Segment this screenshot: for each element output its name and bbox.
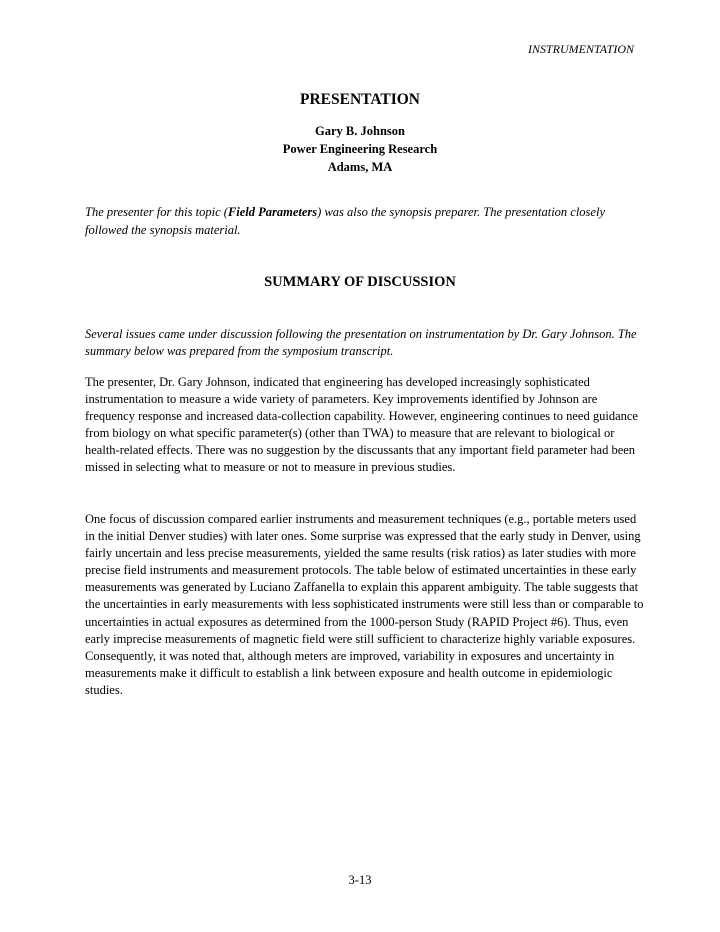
author-name: Gary B. Johnson (315, 124, 405, 138)
running-header: INSTRUMENTATION (527, 42, 634, 56)
note-text-after: ) was also the synopsis preparer. The presentation closely followed the synopsis material. (85, 205, 605, 237)
summary-paragraph: The presenter, Dr. Gary Johnson, indicated that engineering has developed increasingly sophisticated instrumentation to measure a wide variety of parameters. Key improvements identified by Johnson are frequency response and increased data-collection capability. However, engineering continues to need guidance from biology on what specific parameter(s) (other than TWA) to measure that are relevant to biological or health-related effects. There was no suggestion by the discussants that any important field parameter had been missed in selecting what to measure or not to measure in previous studies. (85, 375, 638, 475)
summary-heading: SUMMARY OF DISCUSSION (264, 274, 456, 290)
summary-paragraph: One focus of discussion compared earlier instruments and measurement techniques (e.g., portable meters used in the initial Denver studies) with later ones. Some surprise was expressed that the early study in Denver, using fairly uncertain and less precise measurements, yielded the same results (risk ratios) as later studies with more precise field instruments and measurement protocols. The table below of estimated uncertainties in these early measurements was generated by Luciano Zaffanella to explain this apparent ambiguity. The table suggests that the uncertainties in early measurements with less sophisticated instruments were still less than or comparable to uncertainties in actual exposures as determined from the 1000-person Study (RAPID Project #6). Thus, even early imprecise measurements of magnetic field were still sufficient to characterize highly variable exposures. Consequently, it was noted that, although meters are improved, variability in exposures and uncertainty in measurements make it difficult to establish a link between exposure and health outcome in epidemiologic studies. (85, 512, 644, 697)
note-topic: Field Parameters (227, 205, 318, 219)
author-affiliation: Power Engineering Research (282, 142, 438, 156)
note-text-before: The presenter for this topic ( (85, 205, 228, 219)
presentation-title: PRESENTATION (299, 91, 420, 108)
author-block (0, 122, 720, 176)
presenter-note (85, 203, 645, 239)
author-location: Adams, MA (327, 160, 393, 174)
page-number: 3-13 (348, 873, 372, 887)
summary-intro: Several issues came under discussion following the presentation on instrumentation by Dr. Gary Johnson. The summary below was prepared from the symposium transcript. (85, 327, 637, 359)
